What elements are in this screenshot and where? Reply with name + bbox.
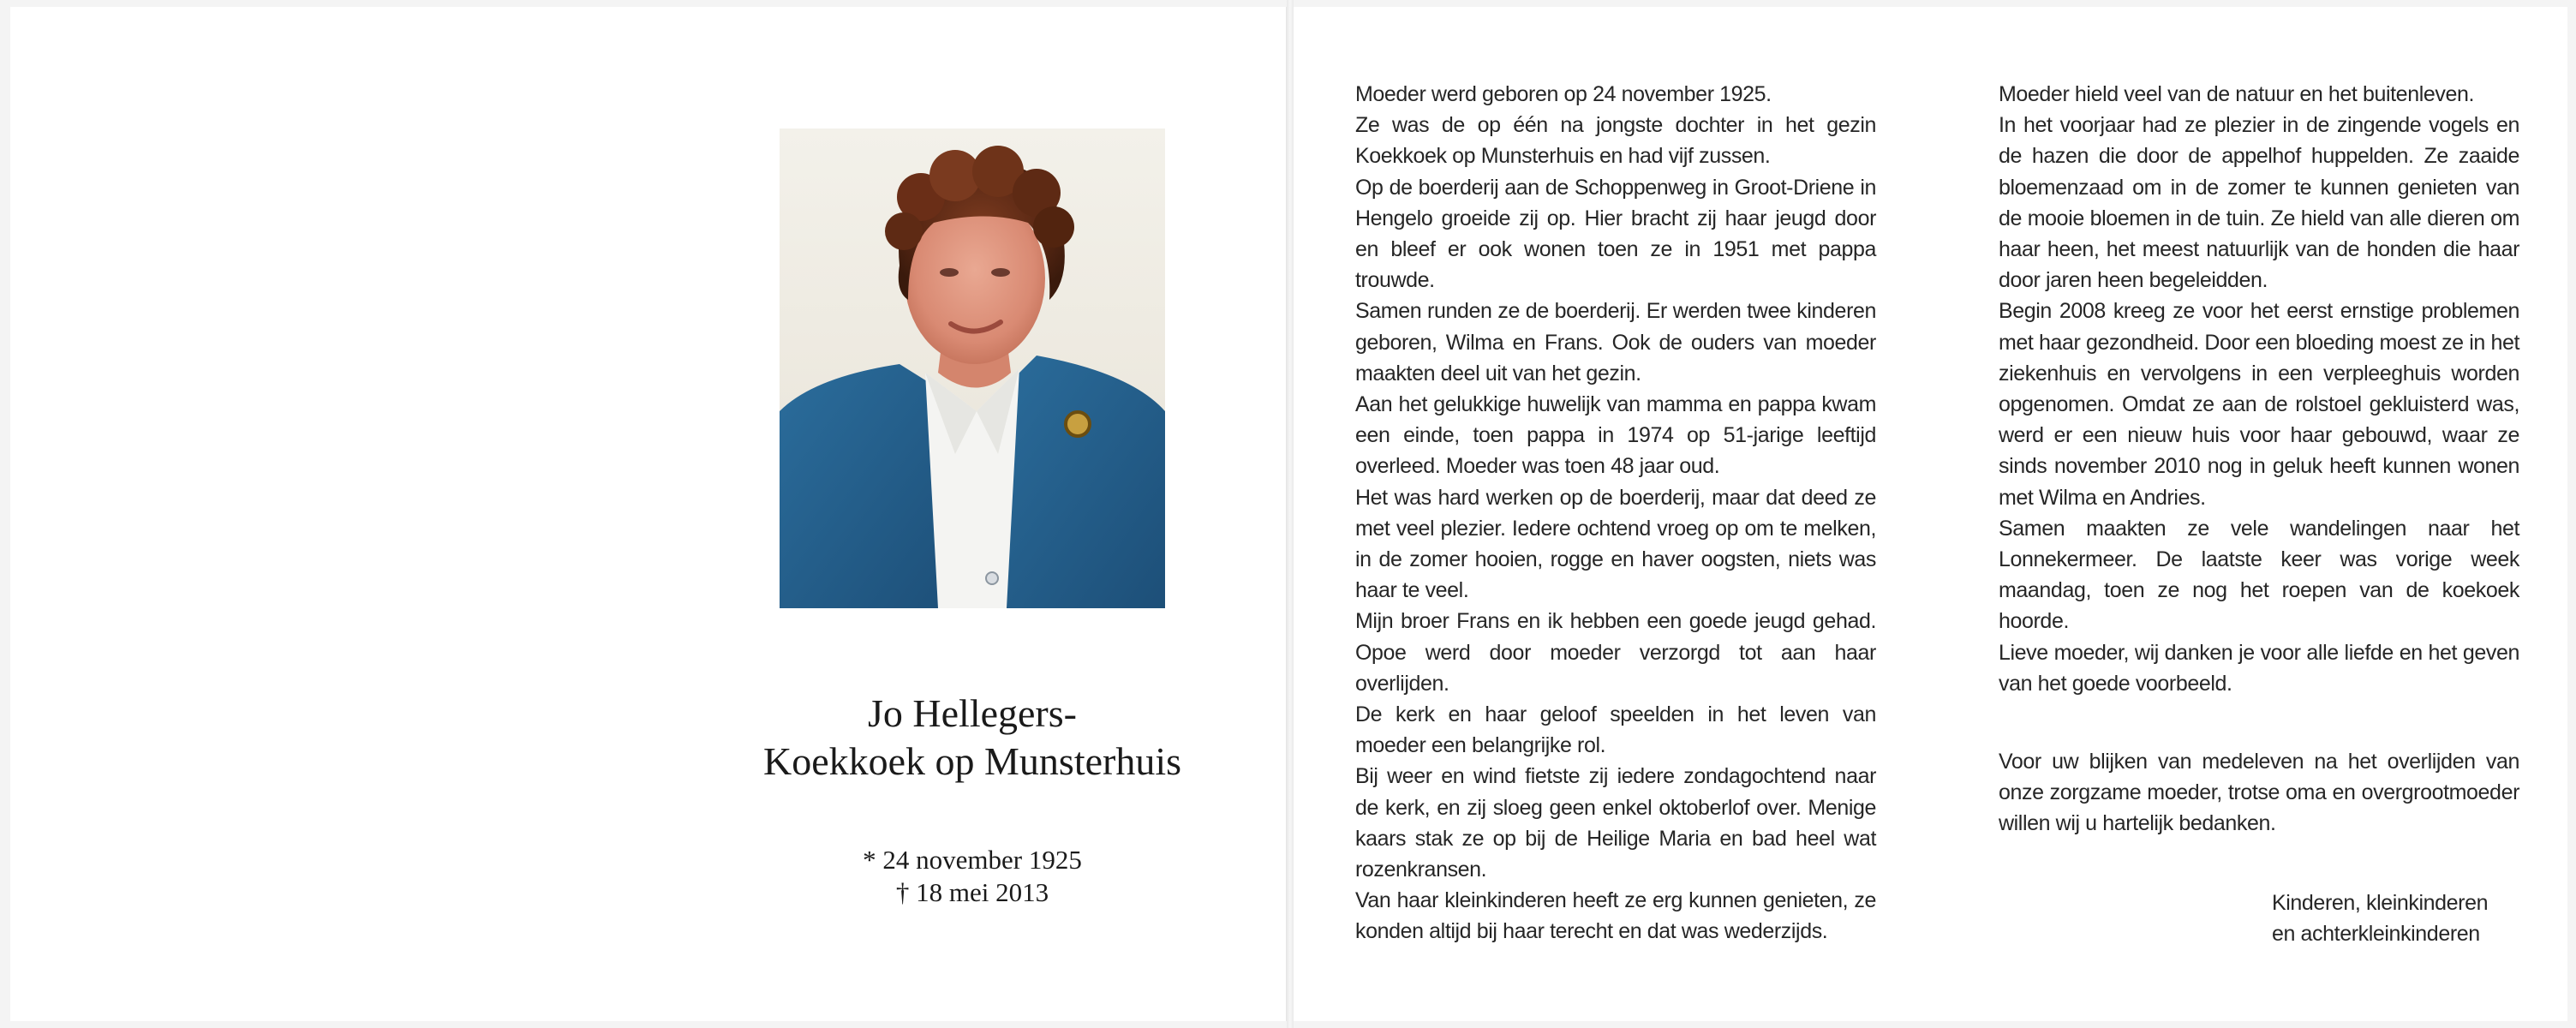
paragraph: De kerk en haar geloof speelden in het leven van moeder een belangrijke rol.: [1355, 702, 1876, 758]
paragraph: Begin 2008 kreeg ze voor het eerst ernstige problemen met haar gezondheid. Door een bloeding moest ze in het ziekenhuis en vervolgens in een verpleeghuis worden opgenomen. Omdat ze aan de rolstoel gekluisterd was, werd er een nieuw huis voor haar gebouwd, waar ze sinds november 2010 nog in geluk heeft kunnen wonen met Wilma en Andries.: [1999, 299, 2519, 510]
paragraph: Op de boerderij aan de Schoppenweg in Groot-Driene in Hengelo groeide zij op. Hier bracht zij haar jeugd door en bleef er ook wonen toen ze in 1951 met pappa trouwde.: [1355, 175, 1876, 293]
paragraph: In het voorjaar had ze plezier in de zingende vogels en de hazen die door de appelhof huppelden. Ze zaaide bloemenzaad om in de zomer te kunnen genieten van de mooie bloemen in de tuin. Ze hield van alle dieren om haar heen, het meest natuurlijk van de honden die haar door jaren heen begeleidden.: [1999, 113, 2519, 293]
thanks-paragraph: Voor uw blijken van medeleven na het overlijden van onze zorgzame moeder, trotse oma en overgrootmoeder willen wij u hartelijk bedanken.: [1999, 750, 2519, 836]
spacer: [1999, 699, 2519, 746]
paragraph: Aan het gelukkige huwelijk van mamma en pappa kwam een einde, toen pappa in 1974 op 51-jarige leeftijd overleed. Moeder was toen 48 jaar oud.: [1355, 392, 1876, 479]
death-date: † 18 mei 2013: [895, 877, 1049, 907]
paragraph: Samen runden ze de boerderij. Er werden twee kinderen geboren, Wilma en Frans. Ook de ouders van moeder maakten deel uit van het gezin.: [1355, 299, 1876, 386]
paragraph: Ze was de op één na jongste dochter in het gezin Koekkoek op Munsterhuis en had vijf zussen.: [1355, 113, 1876, 169]
paragraph: Mijn broer Frans en ik hebben een goede jeugd gehad. Opoe werd door moeder verzorgd tot aan haar overlijden.: [1355, 609, 1876, 696]
memorial-text-column-1: [1355, 79, 1876, 947]
card-fold: [1287, 0, 1294, 1028]
portrait-photo: [780, 128, 1165, 608]
paragraph: Moeder hield veel van de natuur en het buitenleven.: [1999, 82, 2475, 106]
paragraph: Lieve moeder, wij danken je voor alle liefde en het geven van het goede voorbeeld.: [1999, 640, 2519, 696]
paragraph: Van haar kleinkinderen heeft ze erg kunnen genieten, ze konden altijd bij haar terecht en dat was wederzijds.: [1355, 888, 1876, 944]
memorial-text-column-2: [1999, 79, 2519, 840]
name-line-2: Koekkoek op Munsterhuis: [762, 739, 1182, 783]
paragraph: Het was hard werken op de boerderij, maar dat deed ze met veel plezier. Iedere ochtend vroeg op om te melken, in de zomer hooien, rogge en haver oogsten, niets was haar te veel.: [1355, 485, 1876, 603]
name-line-1: Jo Hellegers-: [868, 691, 1077, 735]
life-dates: [668, 844, 1276, 909]
paragraph: Moeder werd geboren op 24 november 1925.: [1355, 82, 1772, 106]
signature: [2272, 888, 2546, 949]
paragraph: Samen maakten ze vele wandelingen naar het Lonnekermeer. De laatste keer was vorige week maandag, toen ze nog het roepen van de koekoek hoorde.: [1999, 516, 2519, 634]
signature-line-1: Kinderen, kleinkinderen: [2272, 891, 2489, 915]
paragraph: Bij weer en wind fietste zij iedere zondagochtend naar de kerk, en zij sloeg geen enkel oktoberlof over. Menige kaars stak ze op bij de Heilige Maria en bad heel wat rozenkransen.: [1355, 764, 1876, 882]
signature-line-2: en achterkleinkinderen: [2272, 922, 2480, 947]
deceased-name: [668, 690, 1276, 786]
birth-date: * 24 november 1925: [863, 845, 1082, 875]
